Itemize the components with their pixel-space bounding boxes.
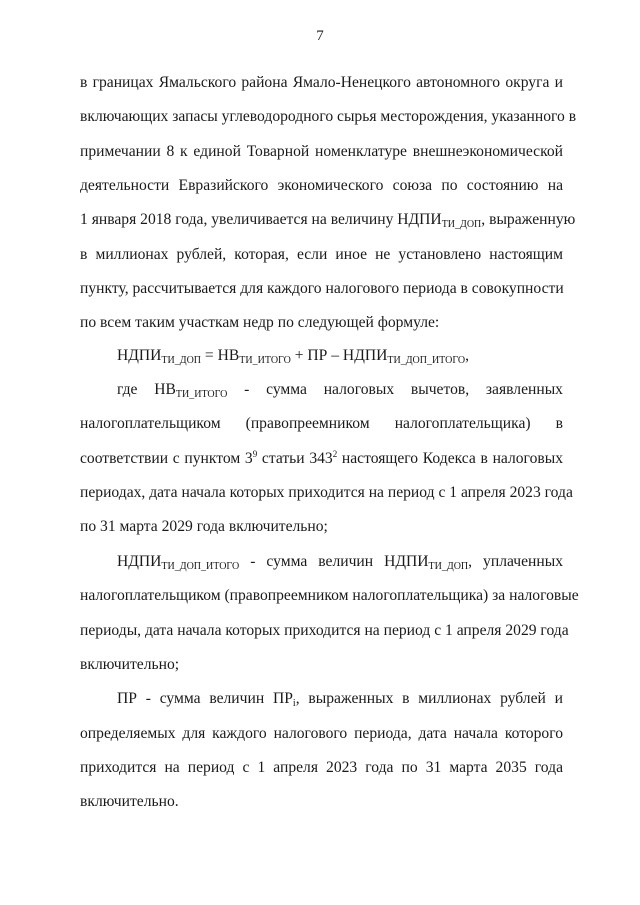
text-line: соответствии с пунктом $3^9$ статьи $343^2$ настоящего Кодекса в налоговых [80,449,564,467]
text-line: по всем таким участкам недр по следующей формуле: [80,314,440,331]
text-line: включительно. [80,793,179,810]
text-line: пункту, рассчитывается для каждого налогового периода в совокупности [80,280,564,297]
text-line: деятельности Евразийского экономического союза по состоянию на [80,177,563,194]
formula: $НДПИ_{ТИ\_ДОП} = НВ_{ТИ\_ИТОГО}$ + ПР – $НДПИ_{ТИ\_ДОП\_ИТОГО}$, [117,347,470,366]
text-line: периодах, дата начала которых приходится на период с 1 апреля 2023 года [80,484,573,501]
text-line: где $НВ_{ТИ\_ИТОГО}$ - сумма налоговых вычетов, заявленных [117,381,563,400]
text-line: ПР - сумма величин $ПР_i$, выраженных в миллионах рублей и [117,690,563,709]
text-line: $НДПИ_{ТИ\_ДОП\_ИТОГО}$ - сумма величин $НДПИ_{ТИ\_ДОП}$, уплаченных [117,553,564,572]
text-line: примечании 8 к единой Товарной номенклатуре внешнеэкономической [80,143,563,160]
text-line: по 31 марта 2029 года включительно; [80,518,328,535]
page-number: 7 [316,28,324,44]
text-line: в миллионах рублей, которая, если иное не установлено настоящим [80,246,563,263]
text-line: включающих запасы углеводородного сырья месторождения, указанного в [80,108,577,125]
text-line: определяемых для каждого налогового периода, дата начала которого [80,725,563,742]
text-line: в границах Ямальского района Ямало-Ненецкого автономного округа и [80,74,563,91]
text-line: включительно; [80,656,180,673]
text-line: периоды, дата начала которых приходится на период с 1 апреля 2029 года [80,622,569,639]
text-line: налогоплательщиком (правопреемником налогоплательщика) за налоговые [80,587,579,604]
text-line: 1 января 2018 года, увеличивается на величину $НДПИ_{ТИ\_ДОП}$, выраженную [80,211,576,230]
text-line: приходится на период с 1 апреля 2023 года по 31 марта 2035 года [80,759,563,776]
text-line: налогоплательщиком (правопреемником налогоплательщика) в [80,415,563,432]
